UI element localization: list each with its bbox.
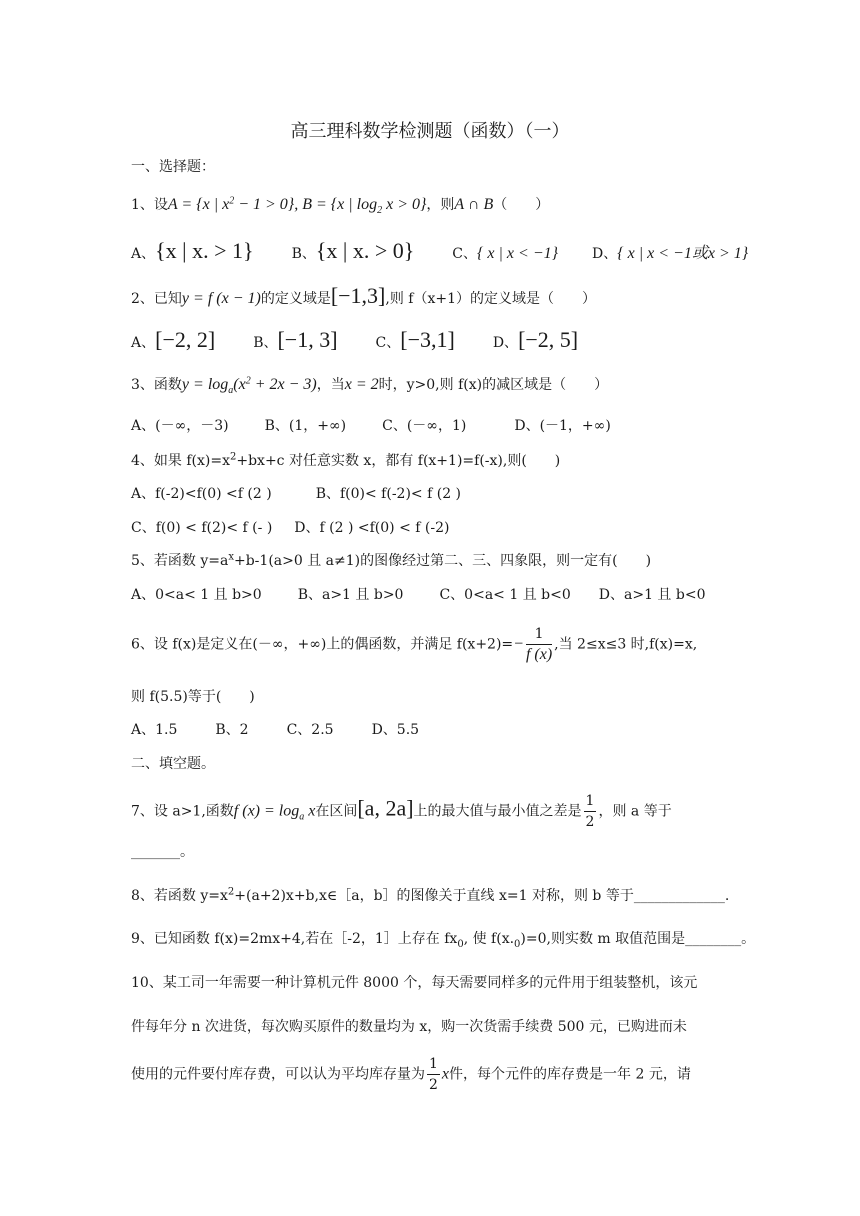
question-6: 6、设 f(x)是定义在(－∞，+∞)上的偶函数，并满足 f(x+2)=− $\frac{1}{f (x)}$ ,当 2≤x≤3 时,f(x)=x,	[131, 626, 698, 663]
section-fill-heading: 二、填空题。	[131, 756, 215, 772]
question-6-options: A、1.5 B、2 C、2.5 D、5.5	[131, 722, 420, 738]
question-9: 9、已知函数 f(x)=2mx+4,若在［-2，1］上存在 $fx_0$, 使 $f(x._0)=0$,则实数 m 取值范围是________。	[131, 931, 756, 950]
question-2-options: A、[−2, 2] B、[−1, 3] C、[−3,1] D、[−2, 5]	[131, 327, 579, 352]
question-10-line-2: 件每年分 n 次进货，每次购买原件的数量均为 x，购一次货需手续费 500 元，已购进而未	[131, 1019, 687, 1035]
fraction: $\frac{1}{2}$	[585, 793, 595, 830]
question-1-options: A、{x | x. > 1} B、{x | x. > 0} C、{ x | x < −1} D、{ x | x < −1或x > 1}	[131, 238, 749, 263]
page-title: 高三理科数学检测题（函数）（一）	[290, 121, 570, 142]
fraction: $\frac{1}{2}$	[429, 1056, 438, 1093]
question-4-options-row-2: C、f(0) < f(2)< f (- ) D、f (2 ) <f(0) < f (-2)	[131, 520, 450, 536]
fraction: $\frac{1}{f (x)}$	[525, 626, 553, 663]
question-5-options: A、0<a< 1 且 b>0 B、a>1 且 b>0 C、0<a< 1 且 b<0 D、a>1 且 b<0	[131, 587, 706, 603]
question-4-options-row-1: A、f(-2)<f(0) <f (2 ) B、f(0)< f(-2)< f (2 )	[131, 486, 462, 502]
question-2: 2、已知y = f (x − 1)的定义域是[−1,3],则 f（x+1）的定义域是（ ）	[131, 283, 597, 308]
question-3: 3、函数$y = \log_a(x^2 + 2x - 3)$，当x = 2时，y>0,则 f(x)的减区域是（ ）	[131, 375, 609, 396]
section-choice-heading: 一、选择题：	[131, 159, 215, 175]
question-6-line-2: 则 f(5.5)等于( )	[131, 689, 255, 705]
question-1: 1、设A = {x | $x^2 - 1 > 0$}, B = {x | $\log_2 x > 0$}，则A ∩ B（ ）	[131, 195, 550, 216]
question-7: 7、设 a>1,函数f $(x) = \log_a x$在区间[a, 2a]上的最大值与最小值之差是 $\frac{1}{2}$ ，则 a 等于	[131, 793, 672, 830]
question-10-line-3: 使用的元件要付库存费，可以认为平均库存量为 $\frac{1}{2}$ x件，每个元件的库存费是一年 2 元，请	[131, 1056, 691, 1093]
question-4: 4、如果 $f(x)=x^2+bx+c$ 对任意实数 x，都有 f(x+1)=f(-x),则( )	[131, 451, 561, 469]
question-8: 8、若函数 $y=x^2+(a+2)x+b,x\in[a$，b］的图像关于直线 x=1 对称，则 b 等于_____________.	[131, 886, 730, 904]
question-3-options: A、(－∞，－3) B、(1，+∞) C、(－∞，1) D、(－1，+∞)	[131, 418, 611, 434]
question-7-answer-blank: _______。	[131, 844, 194, 860]
question-5: 5、若函数 $y=a^x+b-1(a>0$ 且 a≠1)的图像经过第二、三、四象限，则一定有( )	[131, 551, 652, 569]
question-10-line-1: 10、某工司一年需要一种计算机元件 8000 个，每天需要同样多的元件用于组装整机，该元	[131, 975, 698, 991]
